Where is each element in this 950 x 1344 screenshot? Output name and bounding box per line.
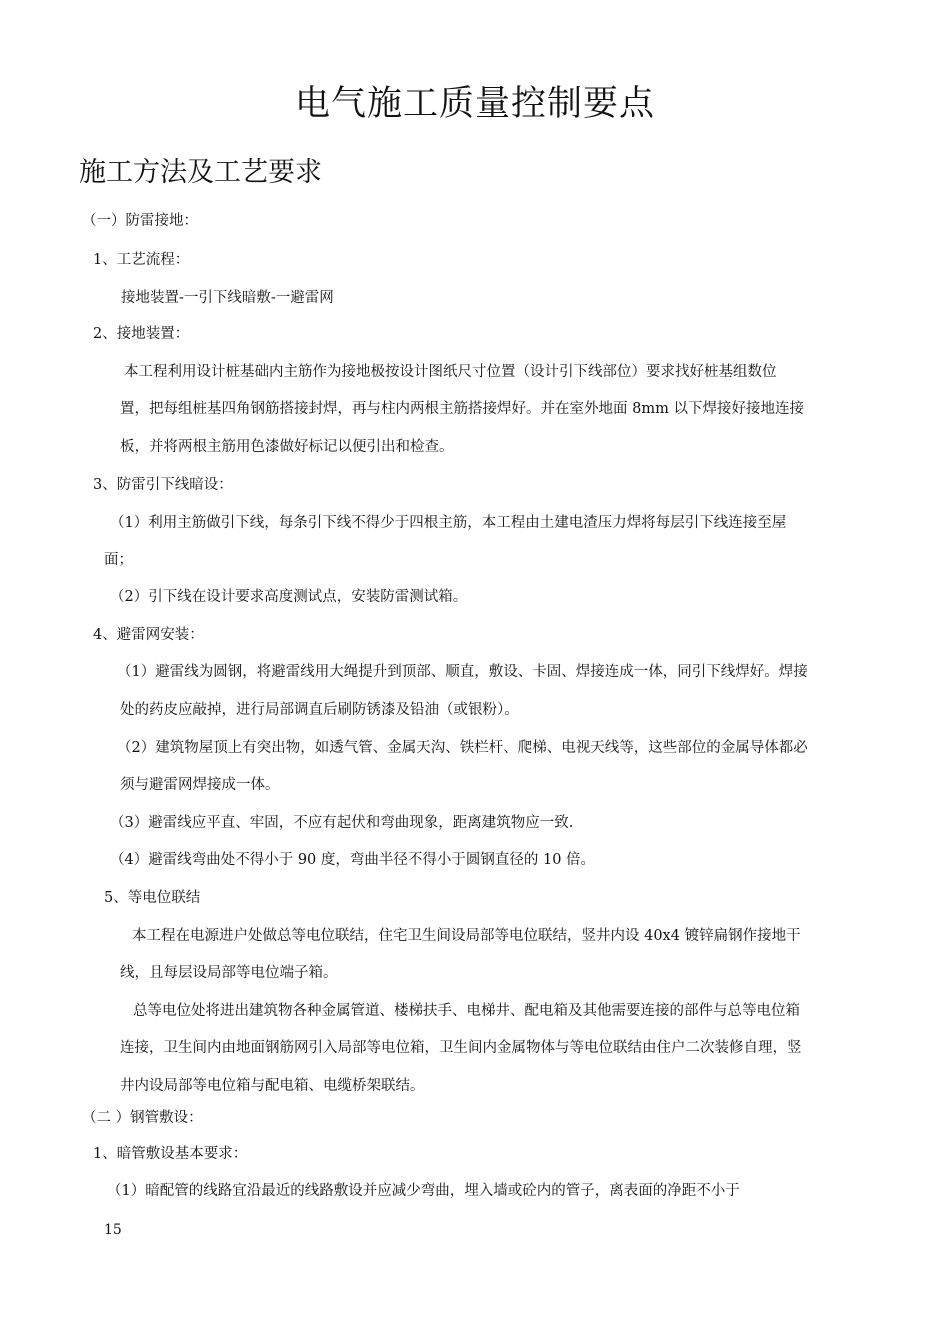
text-line: 线，且每层设局部等电位端子箱。 — [120, 965, 338, 981]
text-line: 1、暗管敷设基本要求： — [93, 1146, 248, 1162]
text-line: 面； — [104, 552, 133, 568]
text-line: 本工程在电源进户处做总等电位联结，住宅卫生间设局部等电位联结，竖井内设 40x4 镀锌扁钢作接地干 — [132, 928, 801, 944]
text-line: 本工程利用设计桩基础内主筋作为接地极按设计图纸尺寸位置（设计引下线部位）要求找好桩基组数位 — [124, 364, 777, 380]
text-line: （2）建筑物屋顶上有突出物，如透气管、金属天沟、铁栏杆、爬梯、电视天线等，这些部位的金属导体都必 — [117, 740, 808, 756]
document-title: 电气施工质量控制要点 — [294, 84, 655, 124]
text-line: 5、等电位联结 — [104, 890, 201, 906]
text-line: 置，把每组桩基四角钢筋搭接封焊，再与柱内两根主筋搭接焊好。并在室外地面 8mm 以下焊接好接地连接 — [120, 401, 804, 417]
text-line: 2、接地装置： — [93, 326, 190, 342]
text-line: （4）避雷线弯曲处不得小于 90 度，弯曲半径不得小于圆钢直径的 10 倍。 — [110, 852, 596, 868]
text-line: 须与避雷网焊接成一体。 — [120, 777, 280, 793]
text-line: 4、避雷网安装： — [93, 627, 204, 643]
text-line: 井内设局部等电位箱与配电箱、电缆桥架联结。 — [120, 1078, 425, 1094]
page-number: 15 — [104, 1222, 122, 1238]
text-line: （1）暗配管的线路宜沿最近的线路敷设并应减少弯曲，埋入墙或砼内的管子，离表面的净距不小于 — [107, 1183, 740, 1199]
text-line: 接地装置-一引下线暗敷-一避雷网 — [121, 290, 334, 306]
text-line: 板，并将两根主筋用色漆做好标记以便引出和检查。 — [120, 439, 454, 455]
text-line: 总等电位处将进出建筑物各种金属管道、楼梯扶手、电梯井、配电箱及其他需要连接的部件与总等电位箱 — [133, 1003, 800, 1019]
text-line: （一）防雷接地： — [82, 213, 198, 229]
text-line: 3、防雷引下线暗设： — [93, 477, 233, 493]
text-line: （二 ）钢管敷设： — [82, 1110, 203, 1126]
text-line: 连接，卫生间内由地面钢筋网引入局部等电位箱，卫生间内金属物体与等电位联结由住户二次装修自理，竖 — [120, 1040, 802, 1056]
text-line: （1）利用主筋做引下线，每条引下线不得少于四根主筋，本工程由土建电渣压力焊将每层引下线连接至屋 — [110, 515, 787, 531]
section-heading: 施工方法及工艺要求 — [79, 157, 322, 188]
text-line: 1、工艺流程： — [93, 252, 190, 268]
text-line: （2）引下线在设计要求高度测试点，安装防雷测试箱。 — [110, 589, 468, 605]
text-line: （3）避雷线应平直、牢固，不应有起伏和弯曲现象，距离建筑物应一致. — [110, 815, 574, 831]
text-line: （1）避雷线为圆钢，将避雷线用大绳提升到顶部、顺直，敷设、卡固、焊接连成一体，同引下线焊好。焊接 — [117, 664, 808, 680]
text-line: 处的药皮应敲掉，进行局部调直后刷防锈漆及铅油（或银粉）。 — [120, 702, 519, 718]
